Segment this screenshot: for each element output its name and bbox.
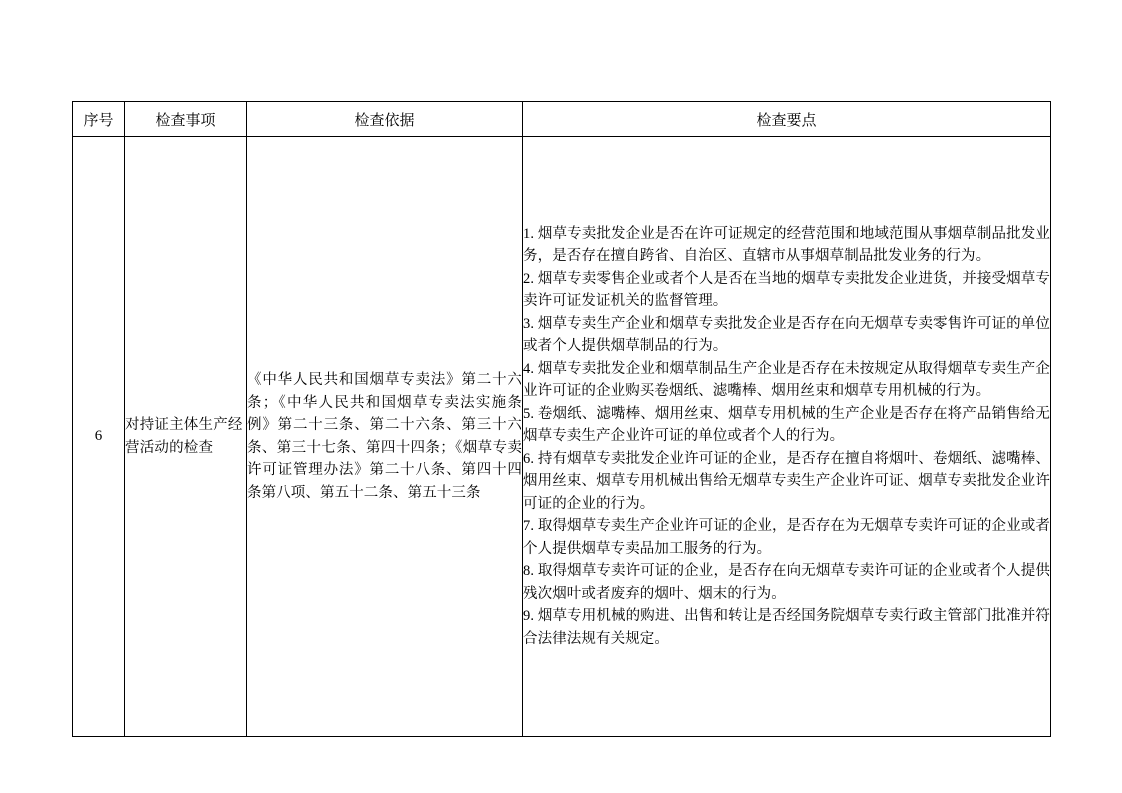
header-item: 检查事项 [125,102,247,137]
header-basis: 检查依据 [247,102,523,137]
inspection-table [72,101,1051,737]
cell-inspection-points [523,137,1051,737]
inspection-point: 3. 烟草专卖生产企业和烟草专卖批发企业是否存在向无烟草专卖零售许可证的单位或者个人提供烟草制品的行为。 [523,315,1050,355]
table-body [73,137,1051,737]
header-no: 序号 [73,102,125,137]
inspection-point: 1. 烟草专卖批发企业是否在许可证规定的经营范围和地域范围从事烟草制品批发业务，是否存在擅自跨省、自治区、直辖市从事烟草制品批发业务的行为。 [523,225,1050,265]
inspection-point: 2. 烟草专卖零售企业或者个人是否在当地的烟草专卖批发企业进货，并接受烟草专卖许可证发证机关的监督管理。 [523,270,1050,310]
table-header-row [73,102,1051,137]
table-header [73,102,1051,137]
inspection-point: 9. 烟草专用机械的购进、出售和转让是否经国务院烟草专卖行政主管部门批准并符合法律法规有关规定。 [523,608,1050,647]
cell-inspection-item: 对持证主体生产经营活动的检查 [125,137,247,737]
inspection-point: 6. 持有烟草专卖批发企业许可证的企业，是否存在擅自将烟叶、卷烟纸、滤嘴棒、烟用丝束、烟草专用机械出售给无烟草专卖生产企业许可证、烟草专卖批发企业许可证的企业的行为。 [523,450,1050,512]
inspection-point: 7. 取得烟草专卖生产企业许可证的企业，是否存在为无烟草专卖许可证的企业或者个人提供烟草专卖品加工服务的行为。 [523,518,1050,557]
inspection-point: 5. 卷烟纸、滤嘴棒、烟用丝束、烟草专用机械的生产企业是否存在将产品销售给无烟草专卖生产企业许可证的单位或者个人的行为。 [523,405,1050,445]
header-points: 检查要点 [523,102,1051,137]
cell-inspection-basis: 《中华人民共和国烟草专卖法》第二十六条；《中华人民共和国烟草专卖法实施条例》第二十三条、第二十六条、第三十六条、第三十七条、第四十四条；《烟草专卖许可证管理办法》第二十八条、第四十四条第八项、第五十二条、第五十三条 [247,137,523,737]
table-row [73,137,1051,737]
inspection-point: 4. 烟草专卖批发企业和烟草制品生产企业是否存在未按规定从取得烟草专卖生产企业许可证的企业购买卷烟纸、滤嘴棒、烟用丝束和烟草专用机械的行为。 [523,360,1050,400]
inspection-point: 8. 取得烟草专卖许可证的企业，是否存在向无烟草专卖许可证的企业或者个人提供残次烟叶或者废弃的烟叶、烟末的行为。 [523,563,1050,602]
cell-row-number: 6 [73,137,125,737]
